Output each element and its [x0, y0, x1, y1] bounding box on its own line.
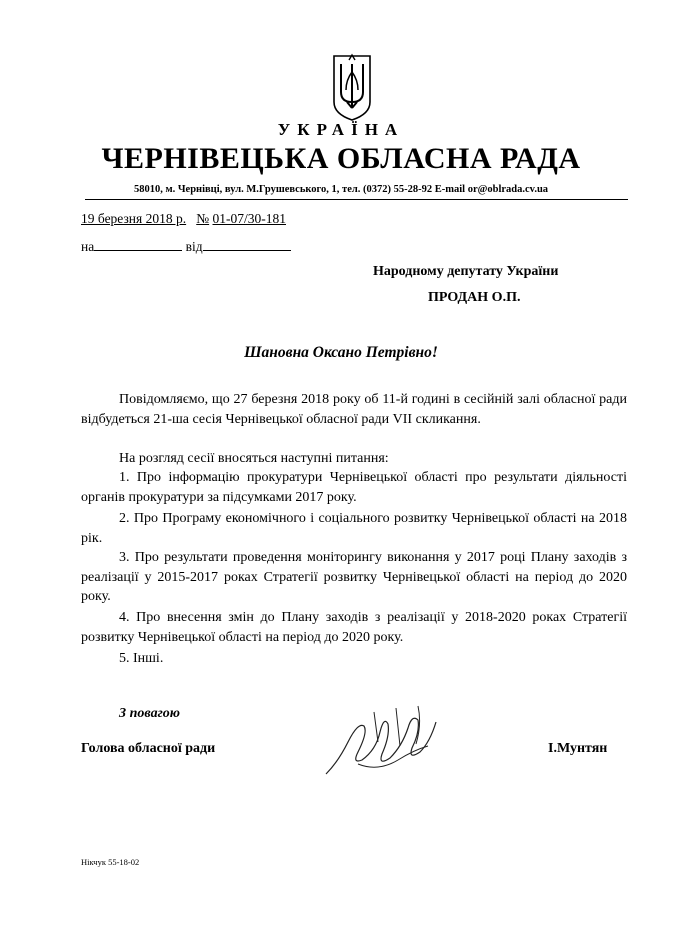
body-paragraph: [81, 390, 627, 429]
council-title: ЧЕРНІВЕЦЬКА ОБЛАСНА РАДА: [101, 142, 581, 175]
agenda-item-4: 4. Про внесення змін до Плану заходів з реалізації у 2018-2020 роках Стратегії розвитку Чернівецької області на період до 2020 року.: [81, 610, 627, 645]
vid-blank: [203, 238, 291, 251]
recipient-position: Народному депутату України: [373, 264, 559, 279]
announcement-paragraph: Повідомляємо, що 27 березня 2018 року об 11-й годині в сесійній залі обласної ради відбудеться 21-ша сесія Чернівецької обласної ради VII скликання.: [81, 392, 627, 427]
executor-note: Нiкчук 55-18-02: [81, 857, 140, 867]
agenda-item: [81, 509, 627, 548]
agenda-item-2: 2. Про Програму економічного і соціального розвитку Чернівецької області на 2018 рік.: [81, 511, 627, 546]
trident-icon: [330, 52, 374, 122]
body-paragraph: [81, 449, 627, 469]
registration-date: 19 березня 2018 р.: [81, 211, 187, 226]
na-label: на: [81, 239, 95, 254]
signature-icon: [318, 702, 448, 782]
signer-name: І.Мунтян: [548, 741, 608, 756]
na-blank: [94, 238, 182, 251]
agenda-intro: На розгляд сесії вносяться наступні питання:: [119, 451, 389, 466]
registration-number: 01-07/30-181: [212, 211, 286, 226]
recipient-name: ПРОДАН О.П.: [428, 290, 521, 305]
signer-title: Голова обласної ради: [81, 741, 216, 756]
country-title: УКРАЇНА: [277, 120, 405, 139]
agenda-item: [81, 548, 627, 607]
reference-line: [81, 238, 291, 255]
agenda-item: [81, 649, 627, 669]
council-address: 58010, м. Чернівці, вул. М.Грушевського, 1, тел. (0372) 55-28-92 E-mail or@oblrada.cv.ua: [133, 184, 549, 195]
agenda-item-1: 1. Про інформацію прокуратури Чернівецької області про результати діяльності органів прокуратури за підсумками 2017 року.: [81, 470, 627, 505]
closing-phrase: З повагою: [119, 706, 180, 721]
greeting: Шановна Оксано Петрівно!: [244, 344, 438, 361]
agenda-item-5: 5. Інші.: [119, 651, 164, 666]
registration-line: [81, 211, 286, 227]
agenda-item: [81, 468, 627, 507]
registration-number-prefix: №: [196, 211, 210, 226]
agenda-item: [81, 608, 627, 647]
vid-label: від: [185, 239, 203, 254]
agenda-item-3: 3. Про результати проведення моніторингу виконання у 2017 році Плану заходів з реалізації у 2015-2017 роках Стратегії розвитку Чернівецької області на період до 2020 року.: [81, 550, 627, 604]
header-rule: [85, 199, 628, 200]
